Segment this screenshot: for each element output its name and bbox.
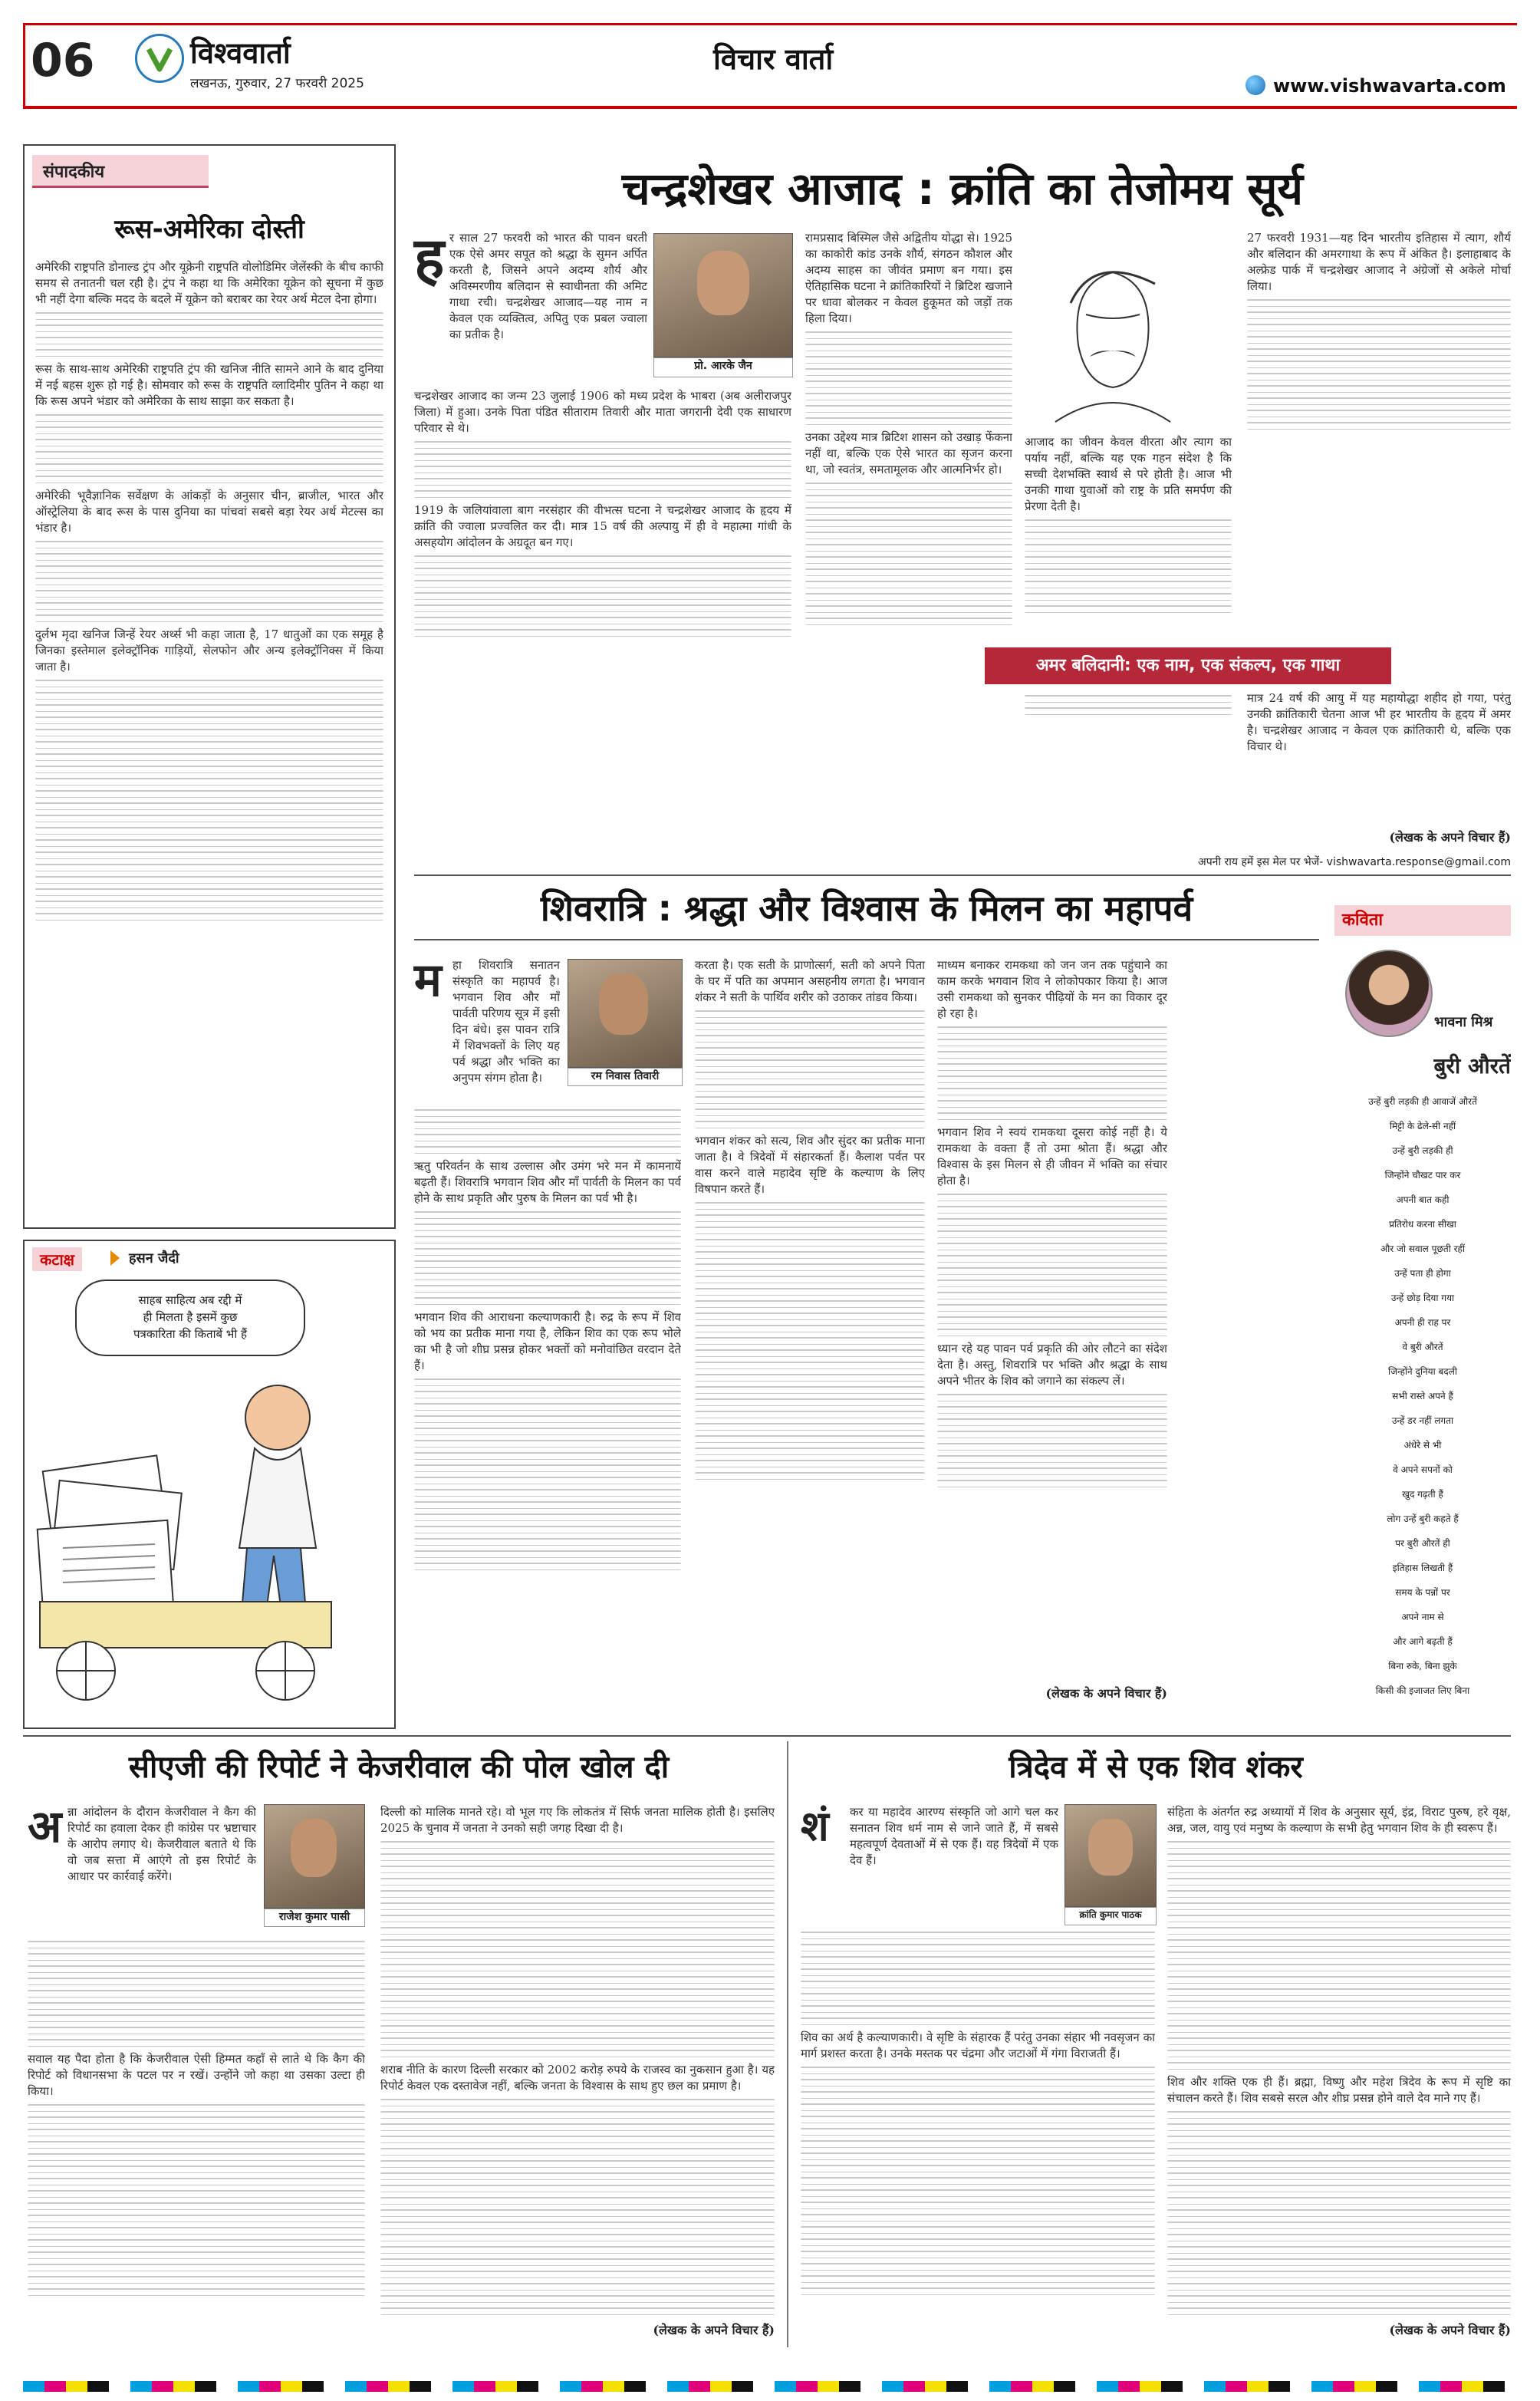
poem-line: अपनी ही राह पर (1394, 1317, 1451, 1328)
poem-line: वे अपने सपनों को (1393, 1464, 1453, 1475)
author-face (697, 251, 749, 315)
logo-icon (135, 34, 184, 83)
shivratri-paragraph: ऋतु परिवर्तन के साथ उल्लास और उमंग भरे मन में कामनायें बढ़ती हैं। शिवरात्रि भगवान शिव और माँ पार्वती के मिलन का पर्व होने के साथ प्रकृति और पुरुष के मिलन का पर्व भी है। (414, 1159, 681, 1205)
azad-column-2 (805, 230, 1012, 726)
poem-line: अपने नाम से (1401, 1612, 1444, 1622)
poem-line: समय के पन्नों पर (1395, 1587, 1450, 1598)
azad-paragraph: 1919 के जलियांवाला बाग नरसंहार की वीभत्स घटना ने चन्द्रशेखर आजाद के हृदय में क्रांति की ज्वाला प्रज्वलित कर दी। मात्र 15 वर्ष की अल्पायु में ही वे महात्मा गांधी के असहयोग आंदोलन के अग्रदूत बन गए। (414, 503, 791, 549)
shivratri-paragraph: भगवान शिव की आराधना कल्याणकारी है। रुद्र के रूप में शिव को भय का प्रतीक माना गया है, लेकिन शिव का एक रूप भोले का भी है जो शीघ्र प्रसन्न होकर भक्तों को मनोवांछित वरदान देते हैं। (414, 1310, 681, 1372)
masthead-top-rule (23, 23, 1517, 25)
poet-name: भावना मिश्र (1434, 1014, 1493, 1030)
editorial-headline: रूस-अमेरिका दोस्ती (114, 214, 304, 245)
poem-line: और जो सवाल पूछती रहीं (1380, 1243, 1466, 1254)
azad-column-1b (414, 388, 791, 726)
poem-line: खुद गढ़ती हैं (1402, 1489, 1443, 1500)
cag-paragraph: सवाल यह पैदा होता है कि केजरीवाल ऐसी हिम्मत कहाँ से लाते थे कि कैग की रिपोर्ट को विधानसभा के पटल पर न रखें। उन्होंने जो कहा था उसका उल्टा ही किया। (28, 2052, 365, 2098)
section-divider (414, 874, 1511, 876)
shivratri-column-1b (414, 1105, 681, 1703)
poem-line: उन्हें पता ही होगा (1394, 1268, 1451, 1279)
poem-line: उन्हें छोड़ दिया गया (1390, 1293, 1455, 1303)
poem-line: सभी रास्ते अपने हैं (1392, 1391, 1453, 1401)
poem-line: और आगे बढ़ती हैं (1393, 1636, 1453, 1647)
poem-line: मिट्टी के ढेले-सी नहीं (1389, 1121, 1456, 1131)
cartoon-artist: हसन जैदी (129, 1250, 179, 1266)
vertical-divider (787, 1741, 788, 2347)
azad-paragraph: रामप्रसाद बिस्मिल जैसे अद्वितीय योद्धा से। 1925 का काकोरी कांड उनके शौर्य, संगठन कौशल और अदम्य साहस का जीवंत प्रमाण बन गया। इस ऐतिहासिक घटना ने क्रांतिकारियों ने ब्रिटिश खजाने पर धावा बोलकर न केवल हुकूमत को जड़ों तक हिला दिया। (805, 231, 1012, 325)
poet-photo (1345, 950, 1433, 1037)
shiv-column-1b (801, 1927, 1155, 2338)
newspaper-stack-left (38, 1455, 182, 1613)
poem-line: उन्हें बुरी लड़की ही आवाजें औरतें (1368, 1096, 1477, 1107)
cag-column-1a (67, 1804, 256, 1935)
poem-title: बुरी औरतें (1433, 1053, 1511, 1079)
poem-line: अपनी बात कही (1396, 1194, 1450, 1205)
azad-email-line[interactable]: अपनी राय हमें इस मेल पर भेजें- vishwavarta.response@gmail.com (1198, 856, 1511, 868)
azad-paragraph: मात्र 24 वर्ष की आयु में यह महायोद्धा शहीद हो गया, परंतु उनकी क्रांतिकारी चेतना आज भी हर भारतीय के हृदय में अमर है। चन्द्रशेखर आजाद न केवल एक क्रांतिकारी थे, बल्कि एक विचार थे। (1247, 691, 1511, 753)
editorial-body (35, 259, 383, 1220)
dateline: लखनऊ, गुरुवार, 27 फरवरी 2025 (190, 76, 364, 91)
website-link[interactable]: www.vishwavarta.com (1273, 75, 1506, 97)
chevron-right-icon (110, 1250, 120, 1266)
poem-line: इतिहास लिखती हैं (1392, 1563, 1453, 1573)
cag-column-2 (380, 1804, 775, 2317)
azad-paragraph: आजाद का जीवन केवल वीरता और त्याग का पर्याय नहीं, बल्कि यह एक गहन संदेश है कि सच्ची देशभक्ति स्वार्थ से परे होती है। आज भी उनकी गाथा युवाओं को राष्ट्र के प्रति समर्पण की प्रेरणा देती है। (1025, 435, 1232, 513)
shivratri-column-1 (452, 957, 560, 1103)
shivratri-paragraph: माध्यम बनाकर रामकथा को जन जन तक पहुंचाने का काम करके भगवान शिव ने लोकोपकार किया है। आज उसी रामकथा को सुनकर पीढ़ियों के मन का विकार दूर हो रहा है। (937, 958, 1167, 1020)
cartoon-box (23, 1240, 396, 1729)
shivratri-paragraph: हा शिवरात्रि सनातन संस्कृति का महापर्व है। भगवान शिव और माँ पार्वती परिणय सूत्र में इसी दिन बंधे। इस पावन रात्रि में शिवभक्तों के लिए यह पर्व श्रद्धा और भक्ति का अनुपम संगम होता है। (452, 958, 560, 1085)
poem-line: प्रतिरोध करना सीखा (1389, 1219, 1456, 1230)
azad-column-3b (1025, 690, 1232, 726)
shiv-column-2 (1167, 1804, 1511, 2317)
azad-headline: चन्द्रशेखर आजाद : क्रांति का तेजोमय सूर्य (621, 163, 1304, 215)
shiv-headline: त्रिदेव में से एक शिव शंकर (1009, 1750, 1303, 1785)
cag-author-caption: राजेश कुमार पासी (264, 1909, 365, 1927)
editorial-paragraph: अमेरिकी भूवैज्ञानिक सर्वेक्षण के आंकड़ों के अनुसार चीन, ब्राजील, भारत और ऑस्ट्रेलिया के बाद रूस के पास दुनिया का पांचवां सबसे बड़ा रेयर अर्थ मेटल्स का भंडार है। (35, 489, 383, 535)
azad-column-4 (1247, 230, 1511, 644)
shiv-paragraph: शिव का अर्थ है कल्याणकारी। वे सृष्टि के संहारक हैं परंतु उनका संहार भी नवसृजन का मार्ग प्रशस्त करता है। उनके मस्तक पर चंद्रमा और जटाओं में गंगा विराजती हैं। (801, 2030, 1155, 2060)
azad-pullquote: अमर बलिदानी: एक नाम, एक संकल्प, एक गाथा (985, 647, 1391, 684)
poem-box (1334, 905, 1511, 1726)
shiv-author-caption: क्रांति कुमार पाठक (1065, 1907, 1157, 1925)
cartoon-speech-bubble (75, 1280, 305, 1356)
azad-byline: (लेखक के अपने विचार हैं) (1389, 830, 1511, 845)
cag-paragraph: दिल्ली को मालिक मानते रहे। वो भूल गए कि लोकतंत्र में सिर्फ जनता मालिक होती है। इसलिए 2025 के चुनाव में जनता ने उनको सही जगह दिखा दी है। (380, 1805, 775, 1835)
shivratri-paragraph: करता है। एक सती के प्राणोत्सर्ग, सती को अपने पिता के घर में पति का अपमान असहनीय लगता है। भगवान शंकर ने सती के पार्थिव शरीर को उठाकर तांडव किया। (695, 958, 925, 1004)
shivratri-byline: (लेखक के अपने विचार हैं) (1045, 1686, 1167, 1701)
shiv-paragraph: संहिता के अंतर्गत रुद्र अध्यायों में शिव के अनुसार सूर्य, इंद्र, विराट पुरुष, हरे वृक्ष, अन्न, जल, वायु एवं मनुष्य के कल्याण के सभी हेतु भगवान शिव के ही स्वरूप हैं। (1167, 1805, 1511, 1835)
poem-label: कविता (1334, 905, 1511, 936)
masthead-bottom-rule (23, 106, 1517, 109)
cag-paragraph: शराब नीति के कारण दिल्ली सरकार को 2002 करोड़ रुपये के राजस्व का नुकसान हुआ है। यह रिपोर्ट केवल एक दस्तावेज नहीं, बल्कि जनता के विश्वास के साथ हुए छल का प्रमाण है। (380, 2063, 775, 2093)
speech-line: साहब साहित्य अब रद्दी में (138, 1293, 242, 1307)
cart (40, 1602, 331, 1700)
shiv-paragraph: शिव और शक्ति एक ही हैं। ब्रह्मा, विष्णु और महेश त्रिदेव के रूप में सृष्टि का संचालन करते हैं। शिव सबसे सरल और शीघ्र प्रसन्न होने वाले देव माने गए हैं। (1167, 2075, 1511, 2105)
azad-author-photo (653, 233, 793, 357)
azad-paragraph: चन्द्रशेखर आजाद का जन्म 23 जुलाई 1906 को मध्य प्रदेश के भाबरा (अब अलीराजपुर जिला) में हुआ। उनके पिता पंडित सीताराम तिवारी और माता जगरानी देवी एक साधारण परिवार से थे। (414, 389, 791, 435)
paper-name: विश्ववार्ता (190, 36, 291, 70)
cag-headline: सीएजी की रिपोर्ट ने केजरीवाल की पोल खोल दी (128, 1750, 670, 1785)
poem-line: उन्हें बुरी लड़की ही (1392, 1145, 1453, 1156)
speech-line: ही मिलता है इसमें कुछ (143, 1310, 238, 1324)
lower-section-divider (23, 1735, 1511, 1737)
azad-column-1 (449, 230, 647, 391)
speech-line: पत्रकारिता की किताबें भी हैं (133, 1327, 247, 1341)
section-title: विचार वार्ता (713, 42, 834, 76)
azad-column-4b (1247, 690, 1511, 825)
shivratri-paragraph: भगवान शंकर को सत्य, शिव और सुंदर का प्रतीक माना जाता है। वे त्रिदेवों में संहारकर्ता हैं। कैलाश पर्वत पर वास करने वाले महादेव सृष्टि के कल्याण के लिए विषपान करते हैं। (695, 1134, 925, 1196)
shivratri-paragraph: भगवान शिव ने स्वयं रामकथा दूसरा कोई नहीं है। ये रामकथा के वक्ता हैं तो उमा श्रोता हैं। श्रद्धा और विश्वास के इस मिलन से ही जीवन में भक्ति का संचार होता है। (937, 1125, 1167, 1187)
globe-icon (1245, 75, 1265, 95)
editorial-paragraph: रूस के साथ-साथ अमेरिकी राष्ट्रपति ट्रंप की खनिज नीति सामने आने के बाद दुनिया में नई बहस शुरू हो गई है। सोमवार को रूस के राष्ट्रपति व्लादिमीर पुतिन ने कहा था कि रूस अपने भंडार को अमेरिका के साथ साझा कर सकता है। (35, 362, 383, 408)
azad-paragraph: र साल 27 फरवरी को भारत की पावन धरती एक ऐसे अमर सपूत को श्रद्धा के सुमन अर्पित करती है, जिसने अपने अदम्य शौर्य और अविस्मरणीय बलिदान से स्वाधीनता की अमिट गाथा रची। चन्द्रशेखर आजाद—यह नाम न केवल एक व्यक्तित्व, अपितु एक प्रबल ज्वाला का प्रतीक है। (449, 231, 647, 341)
cag-column-1b (28, 1936, 365, 2335)
poem-line: लोग उन्हें बुरी कहते हैं (1387, 1513, 1459, 1524)
author-face (1088, 1819, 1133, 1876)
poem-line: अंधेरे से भी (1403, 1440, 1442, 1451)
print-registration-strip (23, 2381, 1511, 2392)
azad-author-caption: प्रो. आरके जैन (653, 357, 793, 377)
azad-column-3 (1025, 434, 1232, 634)
poem-line: वे बुरी औरतें (1402, 1342, 1443, 1352)
cartoon-illustration (25, 1349, 394, 1724)
cag-paragraph: न्ना आंदोलन के दौरान केजरीवाल ने कैग की रिपोर्ट का हवाला देकर ही कांग्रेस पर भ्रष्टाचार के आरोप लगाए थे। केजरीवाल बताते थे कि वो जब सत्ता में आएंगे तो इस रिपोर्ट के आधार पर कार्रवाई करेंगे। (67, 1805, 256, 1883)
page-number: 06 (31, 34, 95, 87)
shivratri-column-3 (937, 957, 1167, 1678)
shivratri-author-photo (568, 959, 683, 1068)
editorial-box (23, 144, 396, 1229)
shiv-author-photo (1065, 1804, 1157, 1907)
azad-drop-cap: ह (414, 226, 445, 291)
poem-body (1334, 1089, 1511, 1703)
editorial-paragraph: दुर्लभ मृदा खनिज जिन्हें रेयर अर्थ्स भी कहा जाता है, 17 धातुओं का एक समूह है जिनका इस्तेमाल इलेक्ट्रॉनिक गाड़ियों, सेलफोन और अन्य इलेक्ट्रॉनिक्स में किया जाता है। (35, 627, 383, 674)
shivratri-paragraph: ध्यान रहे यह पावन पर्व प्रकृति की ओर लौटने का संदेश देता है। अस्तु, शिवरात्रि पर भक्ति और श्रद्धा के साथ अपने भीतर के शिव को जगाने का संकल्प लें। (937, 1342, 1167, 1388)
author-face (599, 973, 648, 1035)
cag-byline: (लेखक के अपने विचार हैं) (653, 2323, 775, 2337)
shivratri-column-2 (695, 957, 925, 1703)
shiv-column-1a (850, 1804, 1058, 1924)
cag-drop-cap: अ (28, 1800, 62, 1853)
poem-line: जिन्होंने दुनिया बदली (1387, 1366, 1458, 1377)
azad-paragraph: उनका उद्देश्य मात्र ब्रिटिश शासन को उखाड़ फेंकना नहीं था, बल्कि एक ऐसे भारत का सृजन करना था, जो स्वतंत्र, समतामूलक और आत्मनिर्भर हो। (805, 430, 1012, 476)
shivratri-headline: शिवरात्रि : श्रद्धा और विश्वास के मिलन का महापर्व (540, 888, 1193, 929)
editorial-paragraph: अमेरिकी राष्ट्रपति डोनाल्ड ट्रंप और यूक्रेनी राष्ट्रपति वोलोडिमिर जेलेंस्की के बीच काफी समय से तनातनी चल रही है। ट्रंप ने कहा था कि अमेरिका यूक्रेन को सूचना में कुछ भी नहीं देगा बल्कि मदद के बदले में यूक्रेन को बराबर का रेयर अर्थ मेटल देना होगा। (35, 260, 383, 306)
cartoon-label: कटाक्ष (32, 1247, 82, 1271)
shiv-byline: (लेखक के अपने विचार हैं) (1389, 2323, 1511, 2337)
masthead (0, 0, 1540, 107)
author-face (291, 1819, 337, 1877)
cag-author-photo (264, 1804, 365, 1909)
shivratri-author-caption: रम निवास तिवारी (568, 1068, 683, 1086)
editorial-label (32, 155, 209, 188)
shiv-drop-cap: शं (801, 1802, 829, 1850)
azad-sketch-illustration (1025, 230, 1201, 430)
shivratri-drop-cap: म (414, 953, 442, 1007)
poem-line: पर बुरी औरतें ही (1395, 1538, 1450, 1549)
left-margin-rule (23, 23, 25, 109)
poem-line: बिना रुके, बिना झुके (1388, 1661, 1457, 1671)
poem-line: उन्हें डर नहीं लगता (1391, 1415, 1454, 1426)
azad-paragraph: 27 फरवरी 1931—यह दिन भारतीय इतिहास में त्याग, शौर्य और बलिदान की अमरगाथा के रूप में अंकित है। इलाहाबाद के अल्फ्रेड पार्क में चन्द्रशेखर आजाद ने अंग्रेजों से अकेले मोर्चा लिया। (1247, 231, 1511, 293)
poem-line: जिन्होंने चौखट पार कर (1384, 1170, 1461, 1181)
shivratri-headline-rule (414, 939, 1319, 940)
poem-line: किसी की इजाजत लिए बिना (1375, 1685, 1470, 1696)
shiv-paragraph: कर या महादेव आरण्य संस्कृति जो आगे चल कर सनातन शिव धर्म नाम से जाने जाते हैं, में सबसे महत्वपूर्ण देवताओं में से एक हैं। वह त्रिदेवों में एक देव हैं। (850, 1805, 1058, 1867)
editorial-label-text: संपादकीय (43, 163, 105, 182)
